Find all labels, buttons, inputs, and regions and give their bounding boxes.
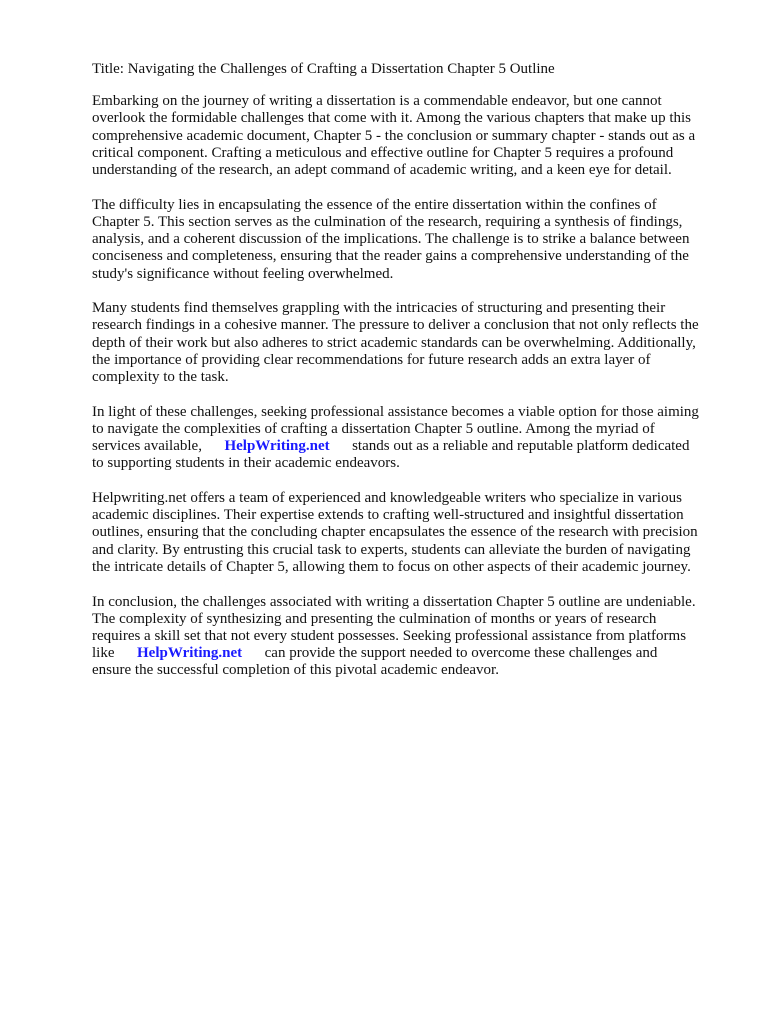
text-line: the intricate details of Chapter 5, allowing them to focus on other aspects of their academic journey.: [92, 558, 691, 575]
text-line: critical component. Crafting a meticulous and effective outline for Chapter 5 requires a profound: [92, 144, 674, 161]
text-line: research findings in a cohesive manner. The pressure to deliver a conclusion that not only reflects the: [92, 317, 699, 334]
paragraph-intro: [92, 93, 724, 179]
text-line: comprehensive academic document, Chapter 5 - the conclusion or summary chapter - stands out as a: [92, 127, 696, 144]
paragraph-conclusion: [92, 594, 724, 680]
paragraph-assistance: [92, 404, 724, 473]
text-line: academic disciplines. Their expertise extends to crafting well-structured and insightful dissertation: [92, 507, 684, 524]
text-line-with-link: [92, 645, 724, 662]
text-segment: can provide the support needed to overcome these challenges and: [264, 645, 658, 662]
text-line: study's significance without feeling overwhelmed.: [92, 265, 394, 282]
text-line: requires a skill set that not every student possesses. Seeking professional assistance from platforms: [92, 627, 687, 644]
text-line: In conclusion, the challenges associated with writing a dissertation Chapter 5 outline are undeniable.: [92, 593, 696, 610]
text-line: to navigate the complexities of crafting a dissertation Chapter 5 outline. Among the myriad of: [92, 420, 655, 437]
text-segment: stands out as a reliable and reputable platform dedicated: [352, 438, 690, 455]
text-line: and clarity. By entrusting this crucial task to experts, students can alleviate the burden of navigating: [92, 541, 691, 558]
text-segment: like: [92, 645, 115, 662]
helpwriting-link[interactable]: HelpWriting.net: [137, 645, 243, 662]
text-line: The difficulty lies in encapsulating the essence of the entire dissertation within the confines of: [92, 196, 657, 213]
document-title: Title: Navigating the Challenges of Crafting a Dissertation Chapter 5 Outline: [92, 61, 555, 77]
paragraph-difficulty: [92, 197, 724, 283]
text-line: complexity to the task.: [92, 369, 229, 386]
text-line: Many students find themselves grappling with the intricacies of structuring and presenting their: [92, 300, 666, 317]
text-line: conciseness and completeness, ensuring that the reader gains a comprehensive understanding of the: [92, 248, 689, 265]
text-line: analysis, and a coherent discussion of the implications. The challenge is to strike a balance between: [92, 231, 690, 248]
text-line: Embarking on the journey of writing a dissertation is a commendable endeavor, but one cannot: [92, 93, 662, 110]
paragraph-students: [92, 300, 724, 386]
paragraph-helpwriting: [92, 490, 724, 576]
text-line: depth of their work but also adheres to strict academic standards can be overwhelming. Additionally,: [92, 334, 696, 351]
helpwriting-link[interactable]: HelpWriting.net: [224, 438, 330, 455]
text-line: outlines, ensuring that the concluding chapter encapsulates the essence of the research with precision: [92, 524, 698, 541]
text-line: understanding of the research, an adept command of academic writing, and a keen eye for detail.: [92, 162, 672, 179]
text-line: ensure the successful completion of this pivotal academic endeavor.: [92, 662, 499, 679]
text-line: Helpwriting.net offers a team of experienced and knowledgeable writers who specialize in various: [92, 490, 682, 507]
text-line: Chapter 5. This section serves as the culmination of the research, requiring a synthesis of findings,: [92, 213, 683, 230]
text-line-with-link: [92, 438, 724, 455]
text-line: overlook the formidable challenges that come with it. Among the various chapters that make up this: [92, 110, 692, 127]
text-line: the importance of providing clear recommendations for future research adds an extra layer of: [92, 351, 651, 368]
text-segment: services available,: [92, 438, 202, 455]
document-page: [92, 61, 724, 697]
text-line: In light of these challenges, seeking professional assistance becomes a viable option for those aiming: [92, 403, 699, 420]
text-line: to supporting students in their academic endeavors.: [92, 455, 400, 472]
text-line: The complexity of synthesizing and presenting the culmination of months or years of research: [92, 610, 657, 627]
